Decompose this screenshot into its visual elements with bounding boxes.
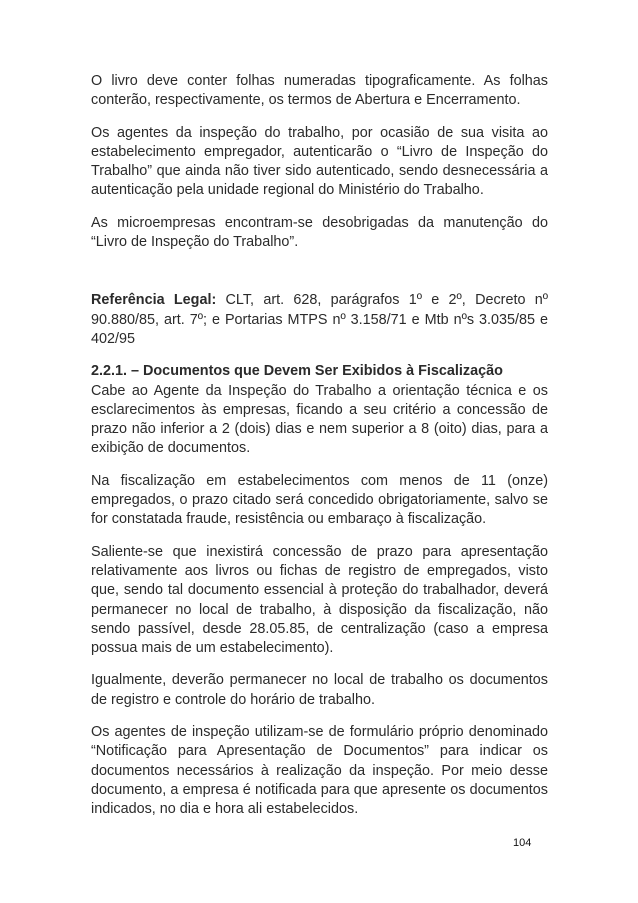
paragraph-autenticacao: Os agentes da inspeção do trabalho, por ocasião de sua visita ao estabelecimento empregador, autenticarão o “Livro de Inspeção do Trabalho” que ainda não tiver sido autenticado, sendo desnecessária a autenticação pela unidade regional do Ministério do Trabalho. xyxy=(91,124,548,199)
paragraph-registro: Saliente-se que inexistirá concessão de prazo para apresentação relativamente aos livros ou fichas de registro de empregados, visto que, sendo tal documento essencial à proteção do trabalhador, deverá permanecer no local de trabalho, à disposição da fiscalização, não sendo passível, desde 28.05.85, de centralização (caso a empresa possua mais de um estabelecimento). xyxy=(91,543,548,657)
paragraph-microempresas: As microempresas encontram-se desobrigadas da manutenção do “Livro de Inspeção do Trabalho”. xyxy=(91,214,548,251)
spacer xyxy=(91,265,548,291)
legal-reference-label: Referência Legal: xyxy=(91,292,217,309)
legal-reference-text: CLT, art. 628, parágrafos 1º e 2º, Decreto nº 90.880/85, art. 7º; e Portarias MTPS nº 3.158/71 e Mtb nºs 3.035/85 e 402/95 xyxy=(91,292,548,347)
paragraph-folhas: O livro deve conter folhas numeradas tipograficamente. As folhas conterão, respectivamente, os termos de Abertura e Encerramento. xyxy=(91,73,548,109)
paragraph-menos-onze: Na fiscalização em estabelecimentos com menos de 11 (onze) empregados, o prazo citado será concedido obrigatoriamente, salvo se for constatada fraude, resistência ou embaraço à fiscalização. xyxy=(91,472,548,528)
section-heading: 2.2.1. – Documentos que Devem Ser Exibidos à Fiscalização xyxy=(91,363,503,380)
paragraph-horario: Igualmente, deverão permanecer no local de trabalho os documentos de registro e controle do horário de trabalho. xyxy=(91,672,548,708)
paragraph-notificacao: Os agentes de inspeção utilizam-se de formulário próprio denominado “Notificação para Apresentação de Documentos” para indicar os documentos necessários à realização da inspeção. Por meio desse documento, a empresa é notificada para que apresente os documentos indicados, no dia e hora ali estabelecidos. xyxy=(91,724,548,818)
legal-reference xyxy=(91,291,548,349)
page-body xyxy=(91,72,548,833)
paragraph-orientacao: Cabe ao Agente da Inspeção do Trabalho a orientação técnica e os esclarecimentos às empresas, ficando a seu critério a concessão de prazo não inferior a 2 (dois) dias e nem superior a 8 (oito) dias, para a exibição de documentos. xyxy=(91,382,548,457)
page-number: 104 xyxy=(513,837,532,849)
